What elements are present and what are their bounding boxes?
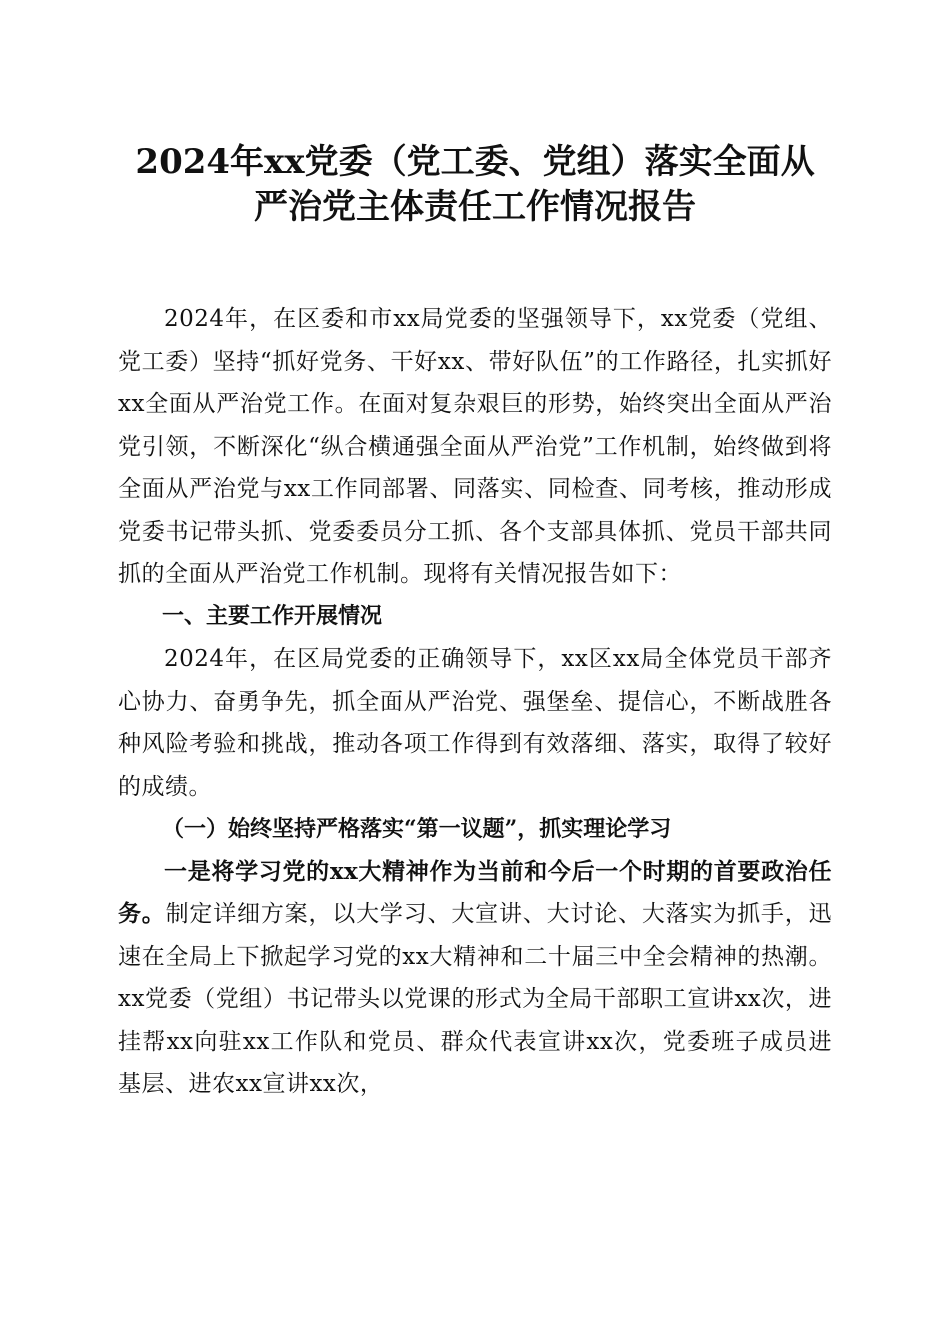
- subsection-heading-1: （一）始终坚持严格落实“第一议题”，抓实理论学习: [162, 816, 672, 842]
- intro-paragraph: 2024年，在区委和市xx局党委的坚强领导下，xx党委（党组、党工委）坚持“抓好党务、干好xx、带好队伍”的工作路径，扎实抓好xx全面从严治党工作。在面对复杂艰巨的形势，始终突出全面从严治党引领，不断深化“纵合横通强全面从严治党”工作机制，始终做到将全面从严治党与xx工作同部署、同落实、同检查、同考核，推动形成党委书记带头抓、党委委员分工抓、各个支部具体抓、党员干部共同抓的全面从严治党工作机制。现将有关情况报告如下：: [118, 306, 832, 587]
- subsection-1-lead: 一是将学习党的xx大精神作为当前和今后一个时期的首要政治任务。: [118, 857, 832, 927]
- subsection-1-text: 制定详细方案，以大学习、大宣讲、大讨论、大落实为抓手，迅速在全局上下掀起学习党的xx大精神和二十届三中全会精神的热潮。xx党委（党组）书记带头以党课的形式为全局干部职工宣讲xx次，进挂帮xx向驻xx工作队和党员、群众代表宣讲xx次，党委班子成员进基层、进农xx宣讲xx次，: [118, 901, 833, 1097]
- title-line-2: 严治党主体责任工作情况报告: [254, 187, 696, 227]
- document-body: [118, 298, 832, 1106]
- document-title: [118, 140, 832, 230]
- section-1-paragraph: 2024年，在区局党委的正确领导下，xx区xx局全体党员干部齐心协力、奋勇争先，抓全面从严治党、强堡垒、提信心，不断战胜各种风险考验和挑战，推动各项工作得到有效落细、落实，取得了较好的成绩。: [118, 646, 832, 800]
- subsection-1-paragraph: [118, 851, 832, 1106]
- section-heading-1: 一、主要工作开展情况: [162, 603, 383, 629]
- document-page: [118, 140, 832, 1106]
- title-line-1: 2024年xx党委（党工委、党组）落实全面从: [135, 142, 815, 182]
